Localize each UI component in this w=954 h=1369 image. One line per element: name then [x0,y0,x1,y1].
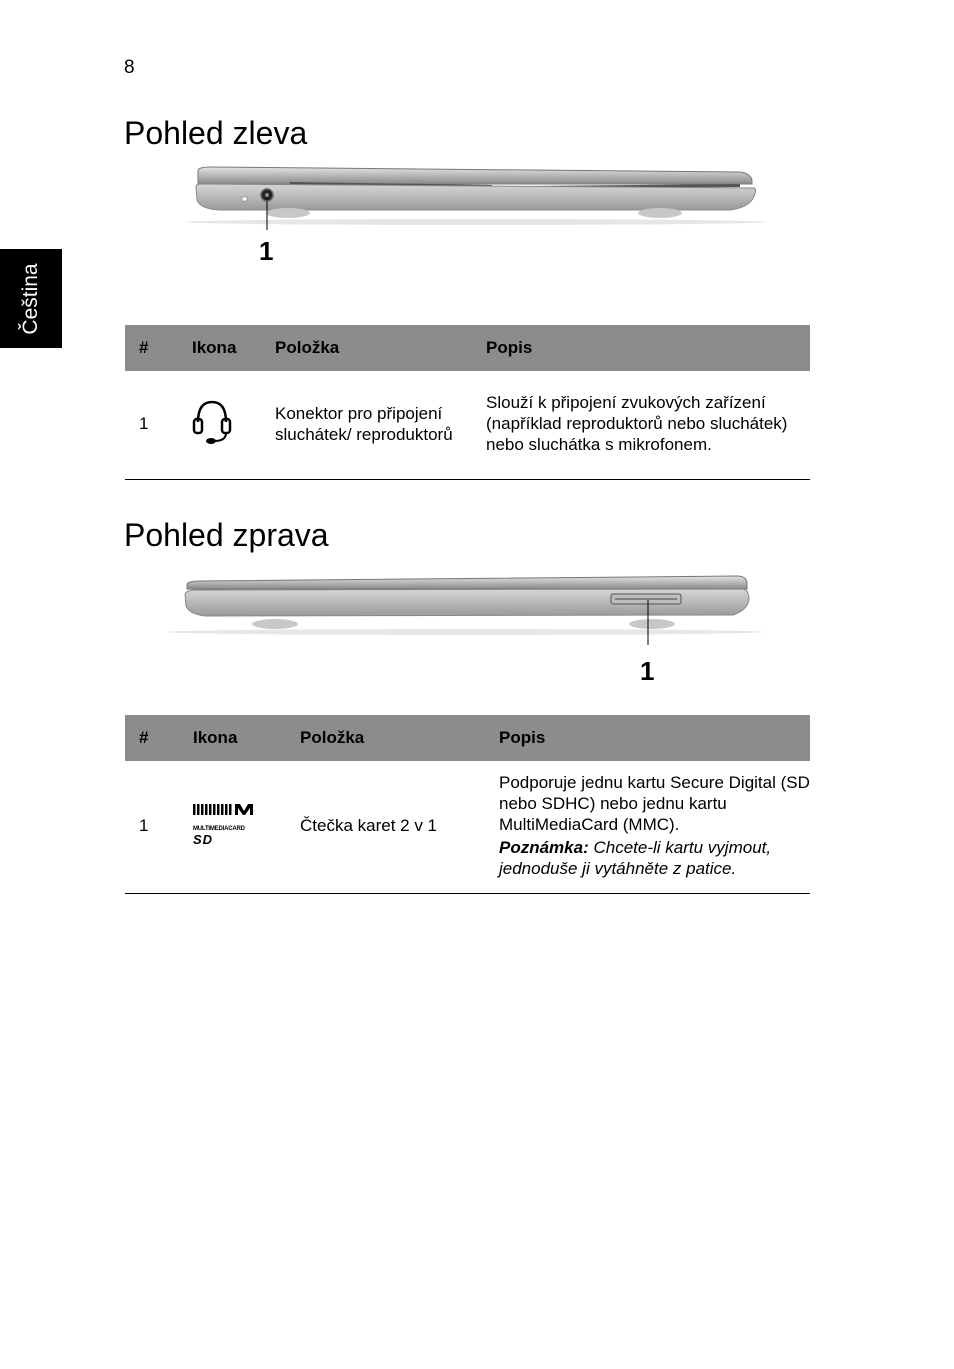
section-title-right-view: Pohled zprava [124,517,329,553]
row-note [499,837,810,879]
row-number: 1 [125,761,179,893]
row-description: Slouží k připojení zvukových zařízení (například reproduktorů nebo sluchátek) nebo sluchátka s mikrofonem. [472,371,810,479]
table-row [125,761,810,893]
row-item: Čtečka karet 2 v 1 [286,761,485,893]
column-header-item: Položka [286,715,485,761]
page-number: 8 [124,57,135,78]
row-number: 1 [125,371,178,479]
column-header-description: Popis [485,715,810,761]
column-header-item: Položka [261,325,472,371]
column-header-icon: Ikona [178,325,261,371]
column-header-description: Popis [472,325,810,371]
column-header-icon: Ikona [179,715,286,761]
left-view-table [125,325,810,480]
card-reader-icon [193,804,255,847]
row-item: Konektor pro připojení sluchátek/ reproduktorů [261,371,472,479]
note-text: Chcete-li kartu vyjmout, jednoduše ji vytáhněte z patice. [499,838,772,879]
callout-number: 1 [640,656,655,686]
language-tab [0,249,62,348]
row-icon-cell [178,371,261,479]
section-title-left-view: Pohled zleva [124,115,308,151]
row-description: Podporuje jednu kartu Secure Digital (SD nebo SDHC) nebo jednu kartu MultiMediaCard (MMC). [499,773,810,835]
mmc-logo-icon [193,804,255,820]
laptop-right-side-illustration [165,570,770,645]
sd-logo-icon: SD [193,832,214,848]
callout-number: 1 [259,236,274,266]
column-header-number: # [125,325,178,371]
column-header-number: # [125,715,179,761]
note-label: Poznámka: [499,838,589,858]
mmc-logo-text: MULTIMEDIACARD [193,826,245,833]
right-view-table [125,715,810,894]
row-description-cell [485,761,810,893]
language-tab-label: Čeština [19,262,42,335]
row-icon-cell [179,761,286,893]
laptop-left-side-illustration [180,160,770,230]
table-row [125,371,810,479]
headset-icon [192,396,232,446]
